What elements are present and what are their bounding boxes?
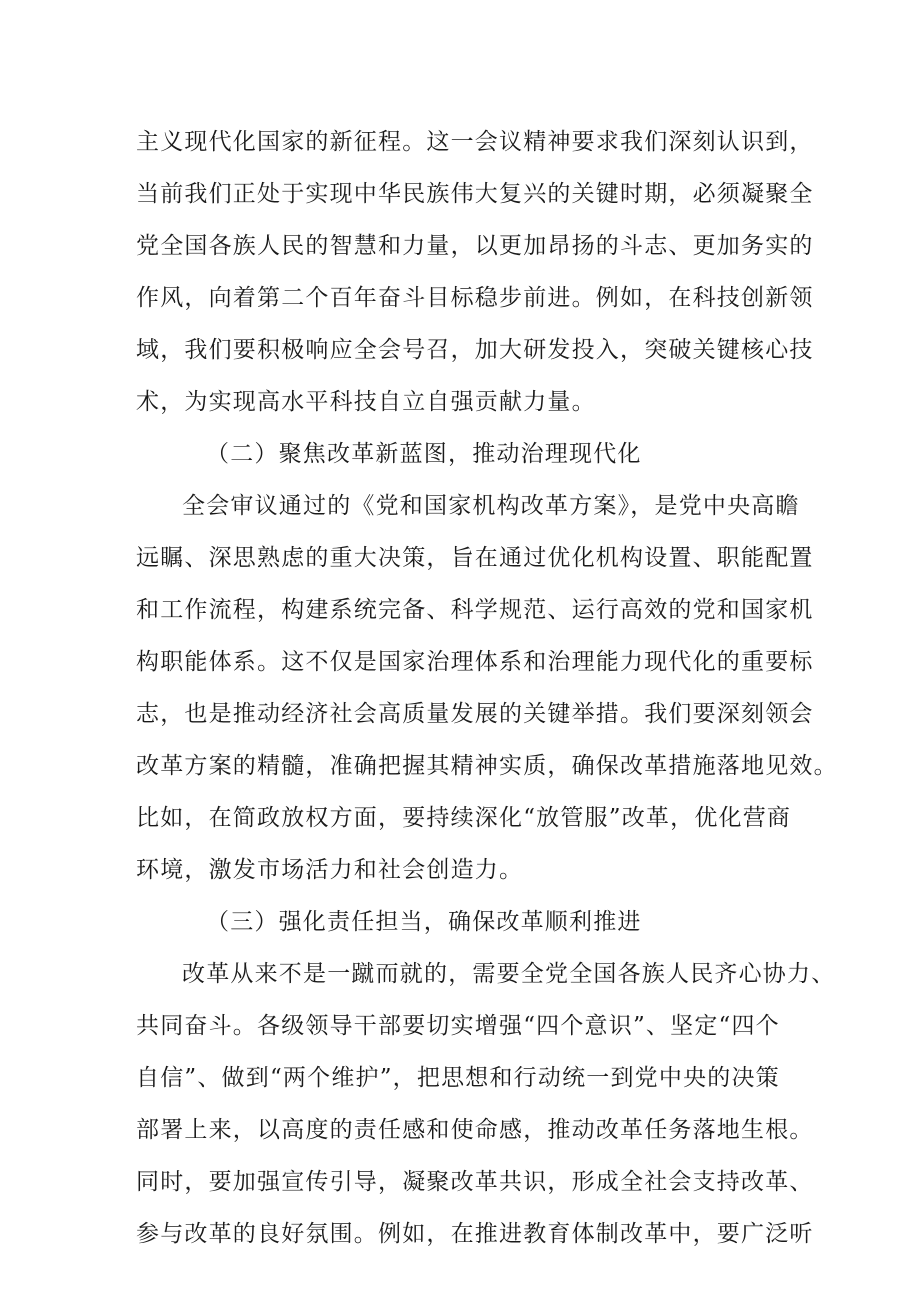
text-line: 和工作流程，构建系统完备、科学规范、运行高效的党和国家机	[136, 597, 814, 623]
text-line: 同时，要加强宣传引导，凝聚改革共识，形成全社会支持改革、	[136, 1169, 814, 1195]
text-line: 参与改革的良好氛围。例如，在推进教育体制改革中，要广泛听	[136, 1221, 814, 1247]
text-line: 远瞩、深思熟虑的重大决策，旨在通过优化机构设置、职能配置	[136, 545, 814, 571]
text-line: 术，为实现高水平科技自立自强贡献力量。	[136, 389, 596, 415]
text-line: 自信”、做到“两个维护”，把思想和行动统一到党中央的决策	[136, 1065, 780, 1091]
text-line: 改革方案的精髓，准确把握其精神实质，确保改革措施落地见效。	[136, 753, 838, 779]
text-line: 部署上来，以高度的责任感和使命感，推动改革任务落地生根。	[136, 1117, 814, 1143]
text-line: 改革从来不是一蹴而就的，需要全党全国各族人民齐心协力、	[182, 961, 836, 987]
document-body	[136, 116, 838, 1260]
text-line: 志，也是推动经济社会高质量发展的关键举措。我们要深刻领会	[136, 701, 814, 727]
text-line: 作风，向着第二个百年奋斗目标稳步前进。例如，在科技创新领	[136, 285, 814, 311]
text-line: 域，我们要积极响应全会号召，加大研发投入，突破关键核心技	[136, 337, 814, 363]
text-line: 比如，在简政放权方面，要持续深化“放管服”改革，优化营商	[136, 805, 792, 831]
text-line: 环境，激发市场活力和社会创造力。	[136, 857, 524, 883]
text-line: 全会审议通过的《党和国家机构改革方案》，是党中央高瞻	[182, 493, 800, 519]
text-line: 党全国各族人民的智慧和力量，以更加昂扬的斗志、更加务实的	[136, 233, 814, 259]
text-line: 构职能体系。这不仅是国家治理体系和治理能力现代化的重要标	[136, 649, 814, 675]
section-heading: （二）聚焦改革新蓝图，推动治理现代化	[206, 441, 642, 467]
text-line: 当前我们正处于实现中华民族伟大复兴的关键时期，必须凝聚全	[136, 181, 814, 207]
section-heading: （三）强化责任担当，确保改革顺利推进	[206, 909, 642, 935]
text-line: 主义现代化国家的新征程。这一会议精神要求我们深刻认识到，	[136, 129, 814, 155]
text-line: 共同奋斗。各级领导干部要切实增强“四个意识”、坚定“四个	[136, 1013, 780, 1039]
